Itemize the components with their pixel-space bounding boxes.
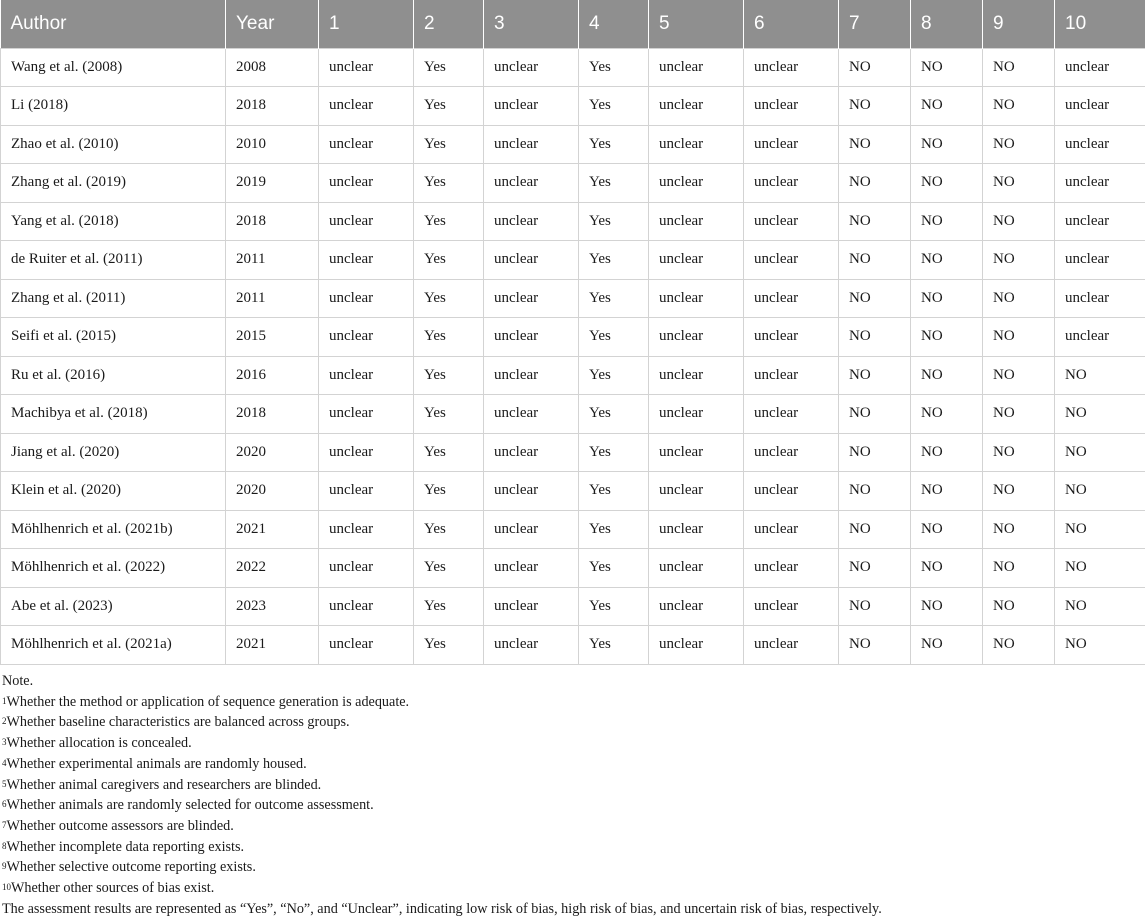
author-cell: Möhlhenrich et al. (2021b) [1, 510, 226, 549]
assessment-cell: unclear [649, 433, 744, 472]
note-text: Whether selective outcome reporting exists. [7, 859, 256, 875]
assessment-cell: unclear [649, 549, 744, 588]
assessment-cell: unclear [484, 472, 579, 511]
author-cell: Möhlhenrich et al. (2022) [1, 549, 226, 588]
assessment-cell: NO [911, 587, 983, 626]
author-cell: Abe et al. (2023) [1, 587, 226, 626]
assessment-cell: NO [911, 318, 983, 357]
assessment-cell: unclear [319, 241, 414, 280]
assessment-cell: NO [839, 472, 911, 511]
author-cell: Wang et al. (2008) [1, 48, 226, 87]
year-cell: 2021 [226, 510, 319, 549]
assessment-cell: unclear [744, 279, 839, 318]
note-item [2, 712, 1142, 733]
year-cell: 2018 [226, 87, 319, 126]
note-number: 3 [2, 737, 7, 747]
assessment-cell: unclear [484, 626, 579, 665]
assessment-cell: NO [983, 472, 1055, 511]
assessment-cell: Yes [579, 125, 649, 164]
assessment-cell: Yes [414, 164, 484, 203]
column-header: 8 [911, 0, 983, 48]
column-header: Year [226, 0, 319, 48]
assessment-cell: NO [983, 279, 1055, 318]
year-cell: 2022 [226, 549, 319, 588]
assessment-cell: unclear [319, 125, 414, 164]
year-cell: 2010 [226, 125, 319, 164]
assessment-cell: unclear [649, 472, 744, 511]
note-text: Whether allocation is concealed. [7, 735, 192, 751]
assessment-cell: Yes [414, 433, 484, 472]
assessment-cell: Yes [579, 433, 649, 472]
assessment-cell: unclear [484, 356, 579, 395]
note-number: 10 [2, 882, 11, 892]
assessment-cell: NO [911, 87, 983, 126]
note-number: 8 [2, 841, 7, 851]
assessment-cell: unclear [1055, 241, 1145, 280]
assessment-cell: NO [1055, 472, 1145, 511]
note-item [2, 878, 1142, 899]
author-cell: Li (2018) [1, 87, 226, 126]
assessment-cell: unclear [484, 587, 579, 626]
note-text: Whether baseline characteristics are balanced across groups. [7, 714, 350, 730]
year-cell: 2021 [226, 626, 319, 665]
assessment-cell: NO [1055, 433, 1145, 472]
year-cell: 2008 [226, 48, 319, 87]
assessment-cell: NO [911, 164, 983, 203]
assessment-cell: NO [911, 626, 983, 665]
assessment-cell: NO [839, 87, 911, 126]
assessment-cell: unclear [484, 202, 579, 241]
assessment-cell: NO [1055, 356, 1145, 395]
note-item [2, 775, 1142, 796]
assessment-cell: NO [839, 510, 911, 549]
table-row [1, 356, 1145, 395]
assessment-cell: unclear [649, 510, 744, 549]
assessment-cell: Yes [414, 510, 484, 549]
assessment-cell: unclear [744, 549, 839, 588]
table-row [1, 626, 1145, 665]
assessment-cell: NO [1055, 395, 1145, 434]
assessment-cell: unclear [1055, 202, 1145, 241]
assessment-cell: unclear [484, 279, 579, 318]
assessment-cell: Yes [579, 549, 649, 588]
assessment-cell: NO [983, 395, 1055, 434]
assessment-cell: NO [983, 241, 1055, 280]
assessment-cell: NO [911, 356, 983, 395]
assessment-cell: unclear [484, 395, 579, 434]
column-header: 4 [579, 0, 649, 48]
assessment-cell: unclear [744, 241, 839, 280]
assessment-cell: unclear [744, 125, 839, 164]
column-header: 5 [649, 0, 744, 48]
assessment-cell: Yes [414, 202, 484, 241]
assessment-cell: unclear [649, 626, 744, 665]
note-text: Whether experimental animals are randomly housed. [7, 756, 307, 772]
column-header: 1 [319, 0, 414, 48]
assessment-cell: unclear [319, 279, 414, 318]
column-header: 10 [1055, 0, 1145, 48]
assessment-cell: unclear [484, 164, 579, 203]
assessment-cell: Yes [414, 87, 484, 126]
author-cell: Jiang et al. (2020) [1, 433, 226, 472]
assessment-cell: unclear [1055, 48, 1145, 87]
note-number: 9 [2, 861, 7, 871]
assessment-cell: Yes [579, 472, 649, 511]
note-item [2, 837, 1142, 858]
note-text: Whether the method or application of sequence generation is adequate. [7, 694, 410, 710]
assessment-cell: Yes [414, 241, 484, 280]
assessment-cell: Yes [579, 587, 649, 626]
assessment-cell: Yes [414, 472, 484, 511]
year-cell: 2011 [226, 279, 319, 318]
assessment-cell: unclear [484, 510, 579, 549]
table-row [1, 202, 1145, 241]
assessment-cell: unclear [744, 356, 839, 395]
assessment-cell: unclear [319, 587, 414, 626]
table-row [1, 395, 1145, 434]
note-text: Whether animals are randomly selected for outcome assessment. [7, 797, 374, 813]
assessment-cell: NO [839, 356, 911, 395]
assessment-cell: unclear [319, 472, 414, 511]
assessment-cell: NO [1055, 510, 1145, 549]
assessment-cell: Yes [414, 318, 484, 357]
assessment-cell: NO [911, 549, 983, 588]
assessment-cell: unclear [1055, 318, 1145, 357]
table-row [1, 164, 1145, 203]
assessment-cell: NO [1055, 587, 1145, 626]
assessment-cell: unclear [744, 510, 839, 549]
assessment-cell: unclear [744, 472, 839, 511]
assessment-cell: NO [911, 395, 983, 434]
assessment-cell: NO [1055, 626, 1145, 665]
note-items [2, 692, 1142, 899]
header-row [1, 0, 1145, 48]
assessment-cell: unclear [649, 202, 744, 241]
assessment-cell: NO [983, 48, 1055, 87]
assessment-cell: NO [839, 202, 911, 241]
assessment-cell: NO [839, 626, 911, 665]
note-number: 7 [2, 820, 7, 830]
assessment-cell: Yes [414, 587, 484, 626]
assessment-cell: NO [983, 202, 1055, 241]
assessment-cell: Yes [579, 202, 649, 241]
assessment-cell: NO [983, 87, 1055, 126]
assessment-cell: unclear [649, 241, 744, 280]
assessment-cell: unclear [649, 356, 744, 395]
note-text: Whether animal caregivers and researchers are blinded. [7, 777, 322, 793]
table-row [1, 510, 1145, 549]
author-cell: Möhlhenrich et al. (2021a) [1, 626, 226, 665]
author-cell: Zhao et al. (2010) [1, 125, 226, 164]
assessment-cell: NO [983, 318, 1055, 357]
table-row [1, 87, 1145, 126]
assessment-cell: NO [839, 164, 911, 203]
assessment-cell: Yes [414, 626, 484, 665]
note-item [2, 795, 1142, 816]
author-cell: Ru et al. (2016) [1, 356, 226, 395]
note-item [2, 733, 1142, 754]
year-cell: 2020 [226, 472, 319, 511]
assessment-cell: Yes [414, 395, 484, 434]
assessment-cell: unclear [649, 318, 744, 357]
year-cell: 2018 [226, 395, 319, 434]
year-cell: 2011 [226, 241, 319, 280]
note-number: 2 [2, 716, 7, 726]
author-cell: Yang et al. (2018) [1, 202, 226, 241]
note-item [2, 816, 1142, 837]
table-row [1, 587, 1145, 626]
table-row [1, 125, 1145, 164]
year-cell: 2018 [226, 202, 319, 241]
assessment-cell: unclear [484, 87, 579, 126]
author-cell: Seifi et al. (2015) [1, 318, 226, 357]
note-number: 6 [2, 799, 7, 809]
assessment-cell: NO [839, 549, 911, 588]
assessment-cell: unclear [484, 549, 579, 588]
note-summary: The assessment results are represented as “Yes”, “No”, and “Unclear”, indicating low risk of bias, high risk of bias, and uncertain risk of bias, respectively. [2, 899, 1142, 919]
assessment-cell: NO [983, 433, 1055, 472]
note-text: Whether outcome assessors are blinded. [7, 818, 234, 834]
assessment-cell: Yes [579, 356, 649, 395]
assessment-cell: unclear [319, 87, 414, 126]
table-row [1, 472, 1145, 511]
assessment-cell: unclear [649, 125, 744, 164]
table-row [1, 279, 1145, 318]
assessment-cell: unclear [484, 318, 579, 357]
note-number: 1 [2, 696, 7, 706]
assessment-cell: Yes [414, 356, 484, 395]
author-cell: Zhang et al. (2011) [1, 279, 226, 318]
assessment-cell: unclear [744, 164, 839, 203]
note-number: 4 [2, 758, 7, 768]
assessment-cell: NO [839, 433, 911, 472]
assessment-cell: unclear [649, 164, 744, 203]
table-row [1, 433, 1145, 472]
assessment-cell: unclear [484, 241, 579, 280]
assessment-cell: unclear [649, 587, 744, 626]
assessment-cell: unclear [1055, 279, 1145, 318]
assessment-cell: NO [911, 279, 983, 318]
assessment-cell: Yes [579, 48, 649, 87]
assessment-cell: NO [983, 587, 1055, 626]
table-row [1, 318, 1145, 357]
assessment-cell: NO [983, 510, 1055, 549]
assessment-cell: unclear [649, 395, 744, 434]
assessment-cell: Yes [414, 279, 484, 318]
table-body [1, 48, 1145, 664]
assessment-cell: Yes [414, 48, 484, 87]
assessment-cell: unclear [1055, 125, 1145, 164]
author-cell: Machibya et al. (2018) [1, 395, 226, 434]
note-item [2, 692, 1142, 713]
assessment-cell: unclear [649, 48, 744, 87]
author-cell: Zhang et al. (2019) [1, 164, 226, 203]
assessment-cell: unclear [649, 279, 744, 318]
assessment-cell: NO [911, 48, 983, 87]
assessment-cell: NO [911, 433, 983, 472]
assessment-cell: unclear [744, 433, 839, 472]
assessment-cell: unclear [319, 318, 414, 357]
note-item [2, 754, 1142, 775]
assessment-cell: Yes [579, 318, 649, 357]
assessment-cell: unclear [484, 433, 579, 472]
assessment-cell: Yes [579, 241, 649, 280]
assessment-cell: NO [1055, 549, 1145, 588]
assessment-cell: unclear [744, 587, 839, 626]
assessment-cell: unclear [319, 48, 414, 87]
year-cell: 2019 [226, 164, 319, 203]
assessment-cell: NO [839, 318, 911, 357]
assessment-cell: unclear [1055, 164, 1145, 203]
assessment-cell: NO [839, 279, 911, 318]
assessment-cell: NO [839, 241, 911, 280]
assessment-cell: NO [839, 48, 911, 87]
column-header: 7 [839, 0, 911, 48]
year-cell: 2015 [226, 318, 319, 357]
assessment-cell: unclear [744, 626, 839, 665]
assessment-cell: unclear [319, 549, 414, 588]
assessment-cell: unclear [744, 395, 839, 434]
assessment-cell: unclear [484, 125, 579, 164]
assessment-cell: Yes [579, 626, 649, 665]
assessment-cell: unclear [744, 87, 839, 126]
assessment-cell: NO [983, 356, 1055, 395]
note-text: Whether other sources of bias exist. [11, 880, 214, 896]
assessment-cell: unclear [319, 510, 414, 549]
assessment-cell: unclear [744, 48, 839, 87]
assessment-cell: Yes [579, 87, 649, 126]
table-header [1, 0, 1145, 48]
note-text: Whether incomplete data reporting exists. [7, 839, 245, 855]
column-header: 2 [414, 0, 484, 48]
assessment-cell: NO [839, 587, 911, 626]
column-header: 6 [744, 0, 839, 48]
assessment-cell: NO [911, 472, 983, 511]
assessment-cell: unclear [744, 202, 839, 241]
assessment-cell: unclear [649, 87, 744, 126]
assessment-cell: NO [983, 125, 1055, 164]
year-cell: 2020 [226, 433, 319, 472]
table-row [1, 241, 1145, 280]
assessment-cell: Yes [414, 549, 484, 588]
assessment-cell: NO [911, 241, 983, 280]
assessment-cell: Yes [579, 510, 649, 549]
assessment-cell: unclear [1055, 87, 1145, 126]
column-header: 9 [983, 0, 1055, 48]
assessment-cell: NO [911, 125, 983, 164]
note-title: Note. [2, 671, 1142, 692]
assessment-cell: Yes [579, 279, 649, 318]
assessment-cell: NO [911, 510, 983, 549]
table-row [1, 549, 1145, 588]
assessment-cell: unclear [319, 395, 414, 434]
assessment-cell: NO [983, 164, 1055, 203]
column-header: 3 [484, 0, 579, 48]
note-item [2, 857, 1142, 878]
year-cell: 2016 [226, 356, 319, 395]
assessment-cell: Yes [414, 125, 484, 164]
assessment-cell: unclear [319, 164, 414, 203]
column-header: Author [1, 0, 226, 48]
table-row [1, 48, 1145, 87]
assessment-cell: NO [839, 395, 911, 434]
assessment-cell: NO [983, 626, 1055, 665]
assessment-cell: unclear [484, 48, 579, 87]
assessment-cell: unclear [744, 318, 839, 357]
assessment-cell: unclear [319, 433, 414, 472]
assessment-cell: Yes [579, 395, 649, 434]
assessment-cell: NO [839, 125, 911, 164]
assessment-cell: unclear [319, 202, 414, 241]
author-cell: de Ruiter et al. (2011) [1, 241, 226, 280]
table-notes [2, 671, 1142, 919]
note-number: 5 [2, 779, 7, 789]
year-cell: 2023 [226, 587, 319, 626]
assessment-cell: unclear [319, 626, 414, 665]
assessment-cell: NO [983, 549, 1055, 588]
assessment-cell: NO [911, 202, 983, 241]
author-cell: Klein et al. (2020) [1, 472, 226, 511]
assessment-cell: unclear [319, 356, 414, 395]
assessment-cell: Yes [579, 164, 649, 203]
